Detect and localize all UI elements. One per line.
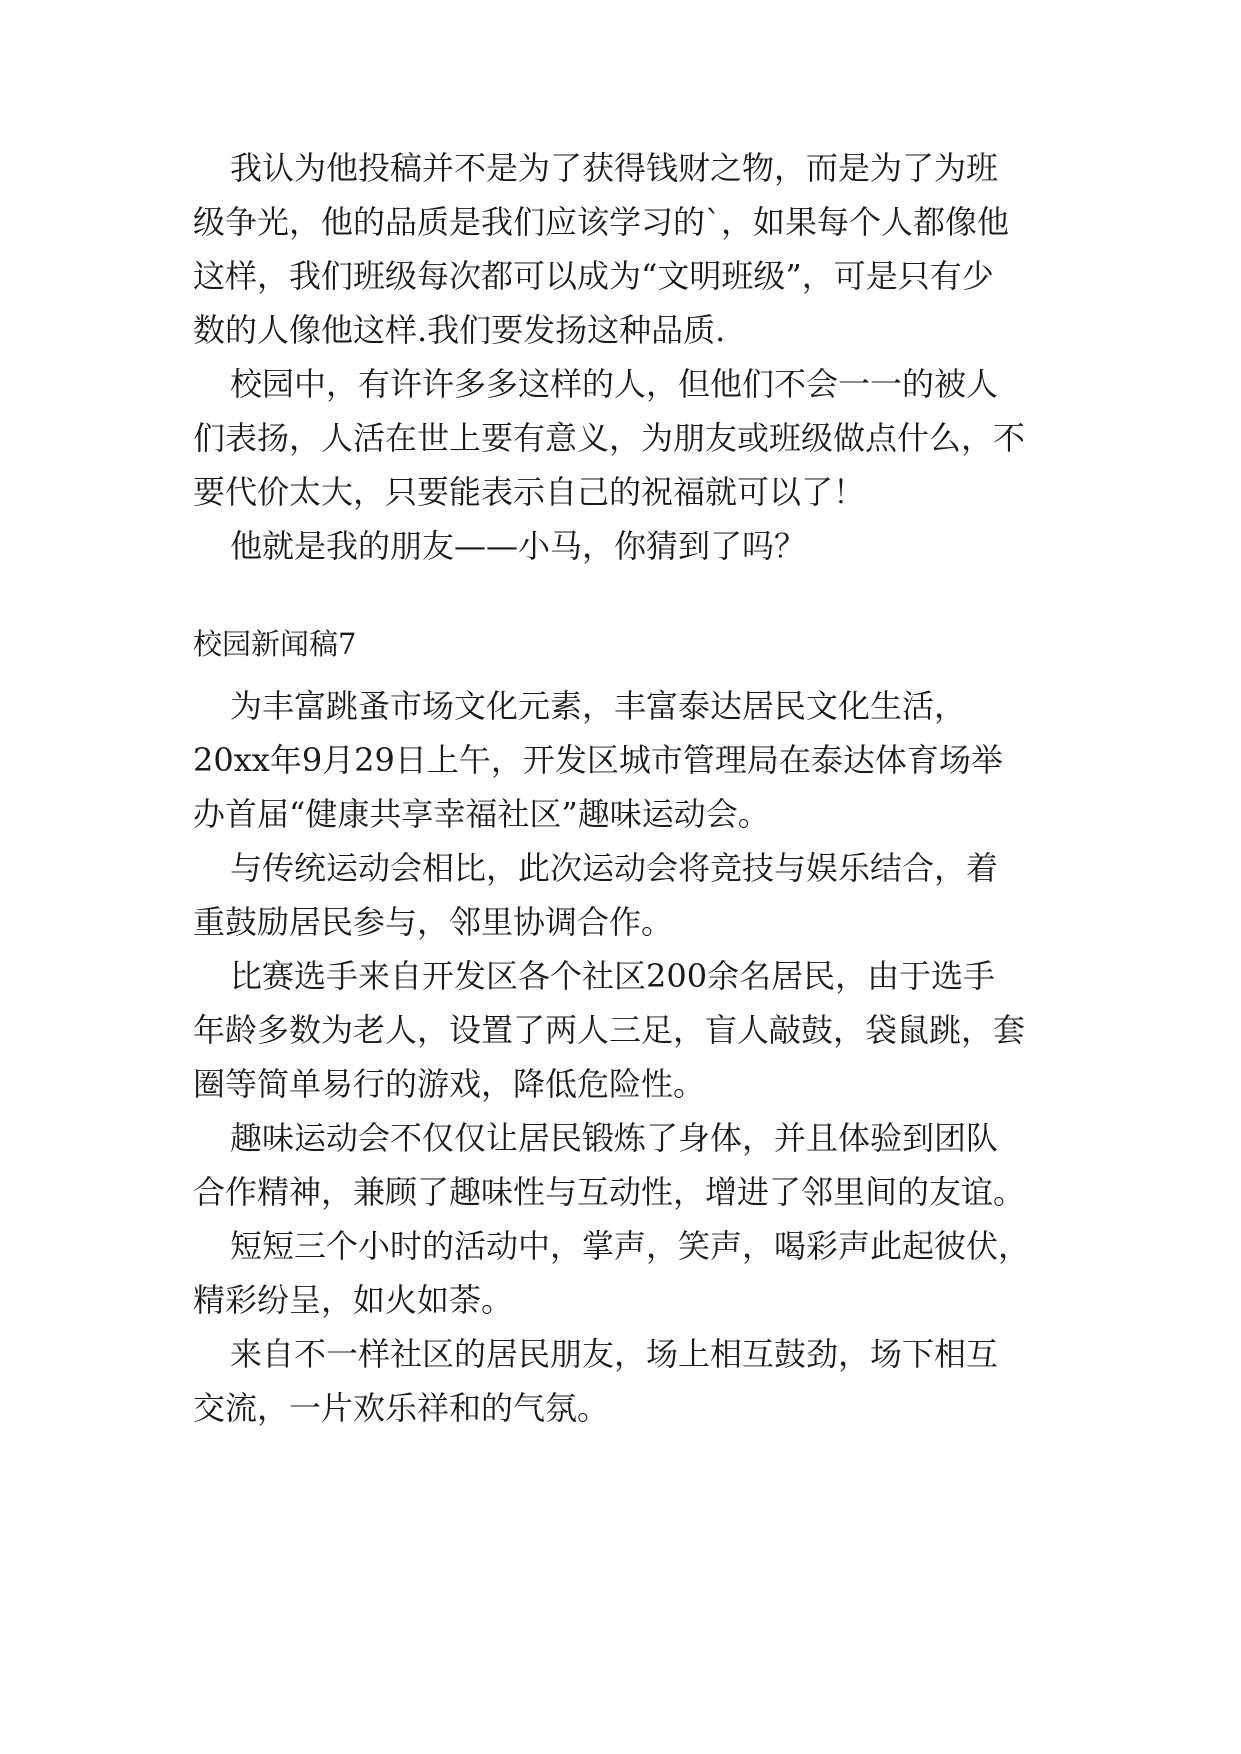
text-line: 级争光，他的品质是我们应该学习的`，如果每个人都像他 xyxy=(193,203,1010,241)
text-line: 我认为他投稿并不是为了获得钱财之物，而是为了为班 xyxy=(230,149,999,187)
text-line: 要代价太大，只要能表示自己的祝福就可以了！ xyxy=(193,473,866,511)
text-line: 短短三个小时的活动中，掌声，笑声，喝彩声此起彼伏， xyxy=(230,1227,1031,1265)
text-line: 这样，我们班级每次都可以成为“文明班级”，可是只有少 xyxy=(193,257,994,295)
text-line: 为丰富跳蚤市场文化元素，丰富泰达居民文化生活， xyxy=(230,687,967,725)
text-line: 与传统运动会相比，此次运动会将竞技与娱乐结合，着 xyxy=(230,849,999,887)
text-line: 圈等简单易行的游戏，降低危险性。 xyxy=(193,1065,706,1103)
text-line: 交流，一片欢乐祥和的气氛。 xyxy=(193,1389,610,1427)
text-line: 年龄多数为老人，设置了两人三足，盲人敲鼓，袋鼠跳，套 xyxy=(193,1011,1026,1049)
text-line: 比赛选手来自开发区各个社区200余名居民，由于选手 xyxy=(230,957,996,995)
text-line: 们表扬，人活在世上要有意义，为朋友或班级做点什么，不 xyxy=(193,419,1026,457)
section-title: 校园新闻稿7 xyxy=(193,627,357,661)
text-line: 校园中，有许许多多这样的人，但他们不会一一的被人 xyxy=(230,365,999,403)
text-line: 合作精神，兼顾了趣味性与互动性，增进了邻里间的友谊。 xyxy=(193,1173,1026,1211)
text-line: 20xx年9月29日上午，开发区城市管理局在泰达体育场举 xyxy=(193,741,1003,779)
text-line: 他就是我的朋友——小马，你猜到了吗？ xyxy=(230,527,807,565)
text-line: 办首届“健康共享幸福社区”趣味运动会。 xyxy=(193,795,770,833)
text-line: 趣味运动会不仅仅让居民锻炼了身体，并且体验到团队 xyxy=(230,1119,999,1157)
text-line: 重鼓励居民参与，邻里协调合作。 xyxy=(193,903,674,941)
text-line: 数的人像他这样.我们要发扬这种品质. xyxy=(193,311,726,349)
text-line: 来自不一样社区的居民朋友，场上相互鼓劲，场下相互 xyxy=(230,1335,999,1373)
text-line: 精彩纷呈，如火如荼。 xyxy=(193,1281,514,1319)
